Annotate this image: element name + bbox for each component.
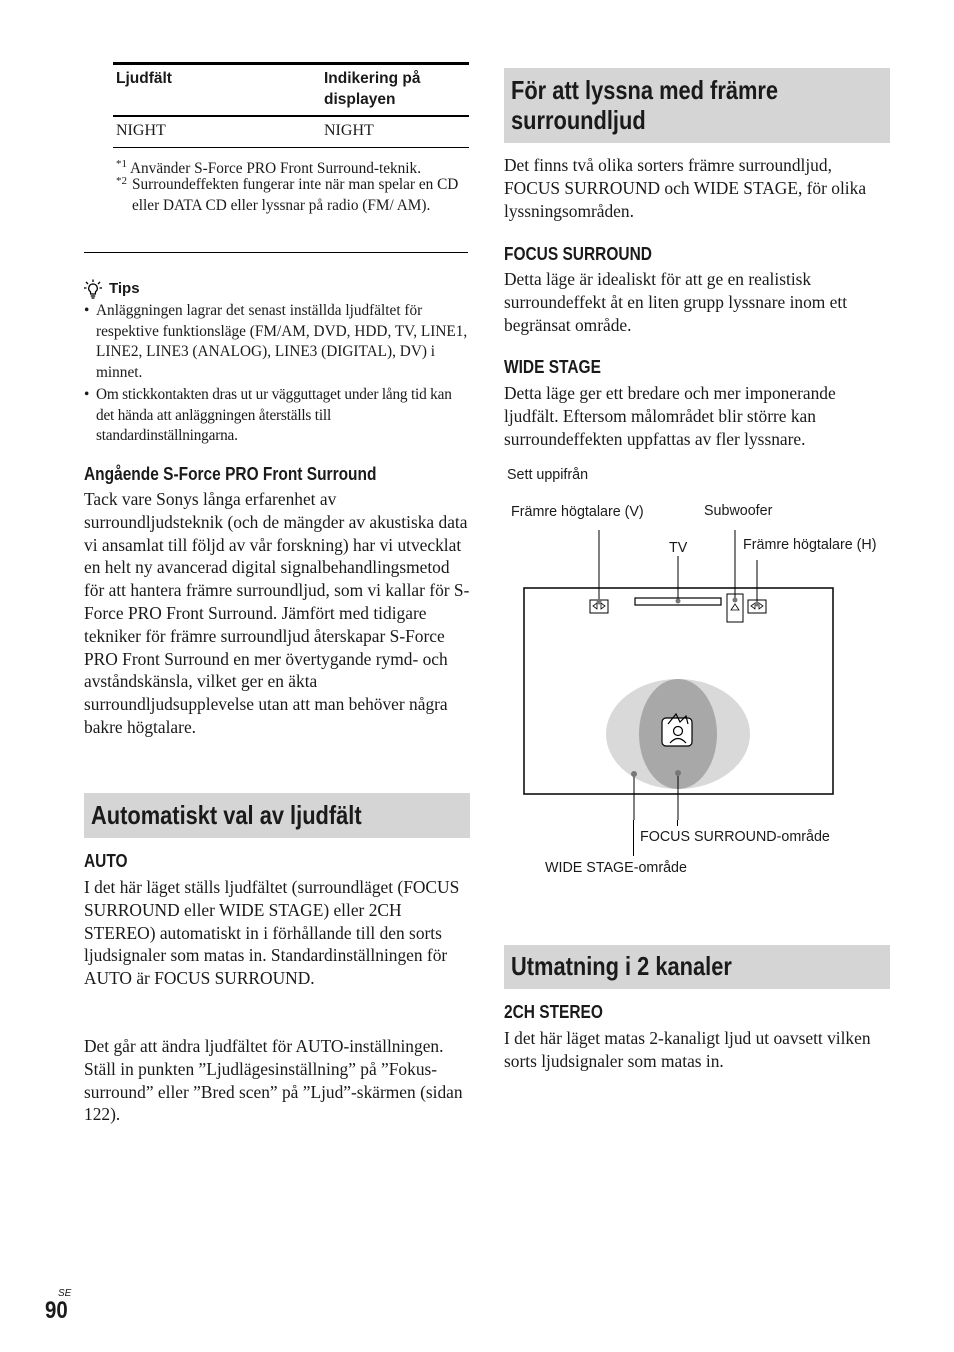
table-header-ljudfalt: Ljudfält [116, 70, 172, 87]
auto-para-1: I det här läget ställs ljudfältet (surroundläget (FOCUS SURROUND eller WIDE STAGE) eller 2CH STEREO) automatiskt in i förhållande till den sorts ljudsignaler som matas in. Standardinställningen för AUTO är FOCUS SURROUND. [84, 877, 460, 989]
front-section-band [504, 68, 890, 143]
tips-item-1-text: Anläggningen lagrar det senast inställda ljudfältet för respektive funktionsläge (FM/AM, DVD, HDD, TV, LINE1, LINE2, LINE3 (ANALOG), LINE3 (DIGITAL), DV) i minnet. [96, 302, 468, 381]
focus-heading: FOCUS SURROUND [504, 244, 652, 264]
leader-focus-ext [677, 820, 678, 826]
front-intro: Det finns två olika sorters främre surroundljud, FOCUS SURROUND och WIDE STAGE, för olika lyssningsområden. [504, 155, 867, 221]
top-view-diagram [500, 520, 860, 820]
wide-area-label: WIDE STAGE-område [545, 860, 687, 876]
diagram-caption: Sett uppifrån [507, 467, 589, 483]
focus-body: Detta läge är idealiskt för att ge en realistisk surroundeffekt åt en liten grupp lyssnare inom ett begränsat område. [504, 269, 848, 335]
leader-dot [675, 770, 681, 776]
left-speaker-label: Främre högtalare (V) [511, 504, 644, 520]
tips-item-2 [84, 385, 468, 447]
right-speaker-label: Främre högtalare (H) [743, 537, 877, 553]
bullet-icon: • [84, 386, 90, 403]
bullet-icon: • [84, 302, 90, 319]
two-ch-section-band [504, 945, 890, 989]
two-ch-section-title: Utmatning i 2 kanaler [511, 951, 732, 981]
footer-lang: SE [58, 1288, 72, 1299]
section-divider-rule [84, 252, 468, 253]
subwoofer-label: Subwoofer [704, 503, 773, 519]
wide-heading: WIDE STAGE [504, 357, 601, 377]
sforce-body: Tack vare Sonys långa erfarenhet av surroundljudsteknik (och de mängder av akustiska data vi ansamlat till följd av vår forskning) har vi utvecklat en helt ny avancerad digital signalbehandlingsmetod för att hantera främre surroundljud, som vi kallar för S-Force PRO Front Surround. Jämfört med tidigare tekniker för främre surroundljud återskapar S-Force PRO Front Surround en mer övertygande rymd- och avståndskänsla, vilket ger en äkta surroundljudsupplevelse utan att man behöver några bakre högtalare. [84, 489, 470, 737]
leader-dot [631, 771, 637, 777]
front-section-title: För att lyssna med främre surroundljud [511, 75, 779, 135]
table-bottom-rule [113, 147, 469, 148]
listener-icon [662, 714, 692, 746]
table-top-rule [113, 62, 469, 65]
page-number: 90 [45, 1297, 68, 1324]
footnote-1-text: Använder S-Force PRO Front Surround-teknik. [129, 160, 422, 178]
footnote-2 [116, 175, 466, 216]
tips-item-1 [84, 301, 468, 383]
tips-list [84, 301, 468, 447]
table-header-indikering: Indikering på displayen [324, 70, 421, 108]
auto-heading: AUTO [84, 851, 128, 871]
footnote-1-marker: *1 [116, 158, 127, 170]
leader-dot [733, 598, 738, 603]
wide-body: Detta läge ger ett bredare och mer imponerande ljudfält. Eftersom målområdet blir större kan surroundeffekten uppfattas av fler lyssnare. [504, 383, 836, 449]
leader-dot [676, 599, 681, 604]
two-ch-heading: 2CH STEREO [504, 1002, 603, 1022]
leader-dot [755, 602, 760, 607]
tv-label: TV [669, 540, 688, 556]
two-ch-body: I det här läget matas 2-kanaligt ljud ut oavsett vilken sorts ljudsignaler som matas in. [504, 1028, 871, 1071]
tips-title: Tips [109, 280, 140, 297]
tips-item-2-text: Om stickkontakten dras ut ur vägguttaget under lång tid kan det hända att anläggningen återställs till standardinställningarna. [96, 386, 452, 444]
table-header-rule [113, 115, 469, 117]
leader-dot [597, 600, 602, 605]
auto-section-title: Automatiskt val av ljudfält [91, 800, 362, 830]
leader-wide-ext [633, 820, 634, 856]
focus-area-label: FOCUS SURROUND-område [640, 829, 830, 845]
sforce-heading: Angående S-Force PRO Front Surround [84, 464, 377, 484]
table-cell-field: NIGHT [116, 122, 166, 139]
auto-section-band [84, 793, 470, 838]
auto-para-2: Det går att ändra ljudfältet för AUTO-inställningen. Ställ in punkten ”Ljudlägesinställning” på ”Fokus-surround” eller ”Bred scen” på ”Ljud”-skärmen (sidan 122). [84, 1036, 463, 1125]
footnote-2-marker: *2 [116, 175, 127, 187]
table-cell-display: NIGHT [324, 122, 374, 139]
footnote-2-text: Surroundeffekten fungerar inte när man spelar en CD eller DATA CD eller lyssnar på radio (FM/ AM). [132, 176, 459, 214]
